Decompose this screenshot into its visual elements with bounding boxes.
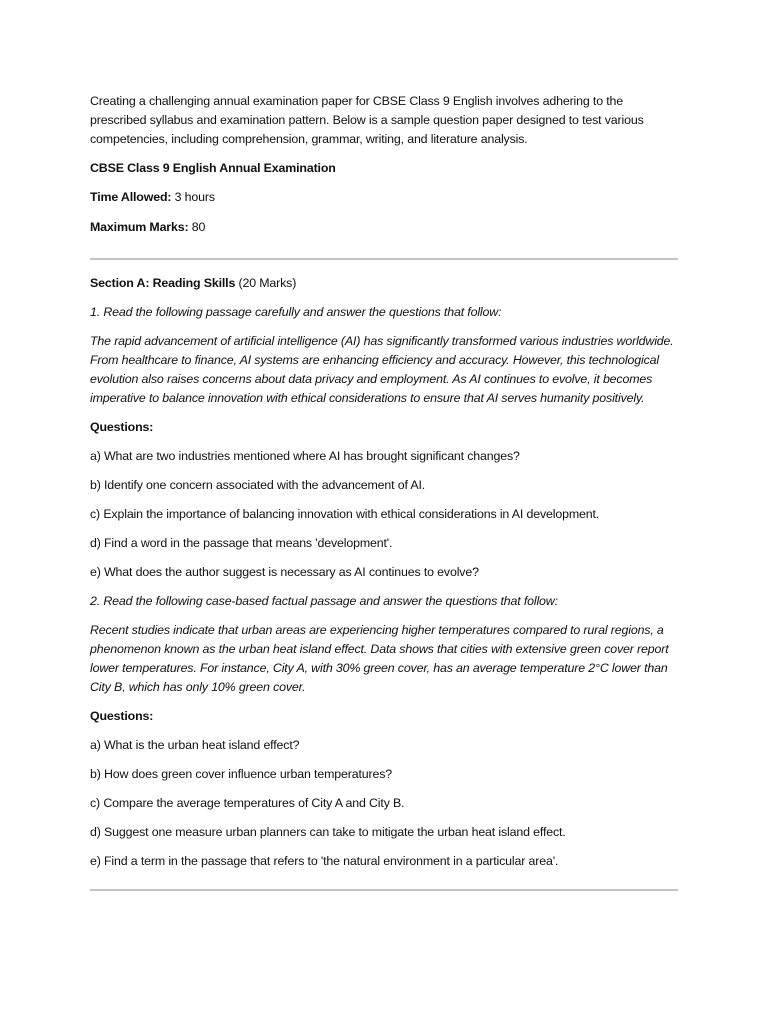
q1-questions-label: Questions: (90, 420, 154, 434)
max-marks-value: 80 (188, 220, 206, 234)
q2-question-a: a) What is the urban heat island effect? (90, 738, 300, 752)
section-divider-top (90, 258, 678, 260)
q1-question-c: c) Explain the importance of balancing innovation with ethical considerations in AI development. (90, 507, 600, 521)
q1-question-e: e) What does the author suggest is necessary as AI continues to evolve? (90, 565, 479, 579)
intro-paragraph: Creating a challenging annual examination paper for CBSE Class 9 English involves adhering to the prescribed syllabus and examination pattern. Below is a sample question paper designed to test various competencies, including comprehension, grammar, writing, and literature analysis. (90, 94, 644, 146)
q2-questions-label: Questions: (90, 709, 154, 723)
time-allowed-label: Time Allowed: (90, 190, 172, 204)
section-a-heading (90, 274, 678, 293)
q2-passage-text: Recent studies indicate that urban areas are experiencing higher temperatures compared to rural regions, a phenomenon known as the urban heat island effect. Data shows that cities with extensive green cover report lower temperatures. For instance, City A, with 30% green cover, has an average temperature 2°C lower than City B, which has only 10% green cover. (90, 623, 669, 694)
q1-instruction (90, 303, 678, 322)
q2-passage (90, 621, 678, 697)
section-a-title: Section A: Reading Skills (90, 276, 236, 290)
q1-question-d: d) Find a word in the passage that means 'development'. (90, 536, 393, 550)
q2-question-e: e) Find a term in the passage that refers to 'the natural environment in a particular area'. (90, 854, 559, 868)
q1-question-a: a) What are two industries mentioned where AI has brought significant changes? (90, 449, 520, 463)
q1-question-b: b) Identify one concern associated with the advancement of AI. (90, 478, 426, 492)
q2-question-b: b) How does green cover influence urban temperatures? (90, 767, 392, 781)
q1-passage (90, 332, 678, 408)
q1-instruction-text: 1. Read the following passage carefully and answer the questions that follow: (90, 305, 502, 319)
time-allowed-line (90, 188, 678, 207)
q2-question-d: d) Suggest one measure urban planners can take to mitigate the urban heat island effect. (90, 825, 566, 839)
exam-title: CBSE Class 9 English Annual Examination (90, 161, 336, 175)
q2-instruction (90, 592, 678, 611)
q2-instruction-text: 2. Read the following case-based factual passage and answer the questions that follow: (90, 594, 558, 608)
section-a-marks: (20 Marks) (235, 276, 297, 290)
max-marks-label: Maximum Marks: (90, 220, 189, 234)
q1-passage-text: The rapid advancement of artificial intelligence (AI) has significantly transformed various industries worldwide. From healthcare to finance, AI systems are enhancing efficiency and accuracy. However, this technological evolution also raises concerns about data privacy and employment. As AI continues to evolve, it becomes imperative to balance innovation with ethical considerations to ensure that AI serves humanity positively. (90, 334, 674, 405)
document-page (90, 92, 678, 905)
section-divider-bottom (90, 889, 678, 891)
max-marks-line (90, 218, 678, 237)
q2-question-c: c) Compare the average temperatures of City A and City B. (90, 796, 405, 810)
time-allowed-value: 3 hours (171, 190, 215, 204)
